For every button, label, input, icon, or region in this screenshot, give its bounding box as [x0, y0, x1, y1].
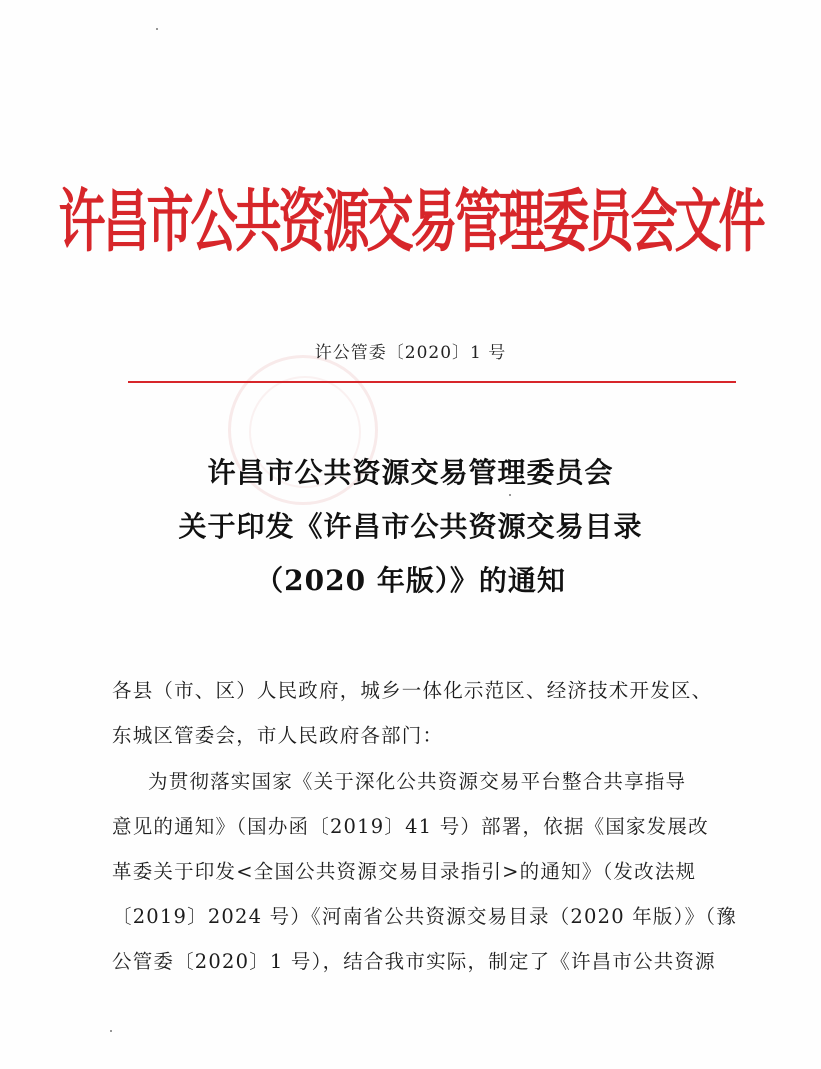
body-paragraph-line: 意见的通知》（国办函〔2019〕41 号）部署，依据《国家发展改	[112, 815, 709, 838]
addressee-line-2: 东城区管委会，市人民政府各部门：	[112, 724, 444, 747]
scan-speck	[156, 28, 158, 30]
scan-speck	[110, 1030, 112, 1032]
notice-title-line-1: 许昌市公共资源交易管理委员会	[207, 456, 614, 489]
issuing-authority-header: 许昌市公共资源交易管理委员会文件	[58, 182, 763, 263]
red-divider-line	[128, 381, 736, 383]
addressee-line-1: 各县（市、区）人民政府，城乡一体化示范区、经济技术开发区、	[112, 679, 713, 702]
body-paragraph-line: 为贯彻落实国家《关于深化公共资源交易平台整合共享指导	[148, 770, 687, 793]
notice-title-line-2: 关于印发《许昌市公共资源交易目录	[178, 510, 643, 543]
document-number: 许公管委〔2020〕1 号	[314, 343, 507, 363]
body-paragraph-line: 革委关于印发<全国公共资源交易目录指引>的通知》（发改法规	[112, 860, 697, 883]
body-paragraph-line: 〔2019〕2024 号）《河南省公共资源交易目录（2020 年版）》（豫	[112, 905, 737, 928]
body-paragraph-line: 公管委〔2020〕1 号），结合我市实际，制定了《许昌市公共资源	[112, 950, 716, 973]
notice-title-line-3: （2020 年版）》的通知	[255, 564, 566, 597]
scan-speck	[509, 494, 511, 496]
